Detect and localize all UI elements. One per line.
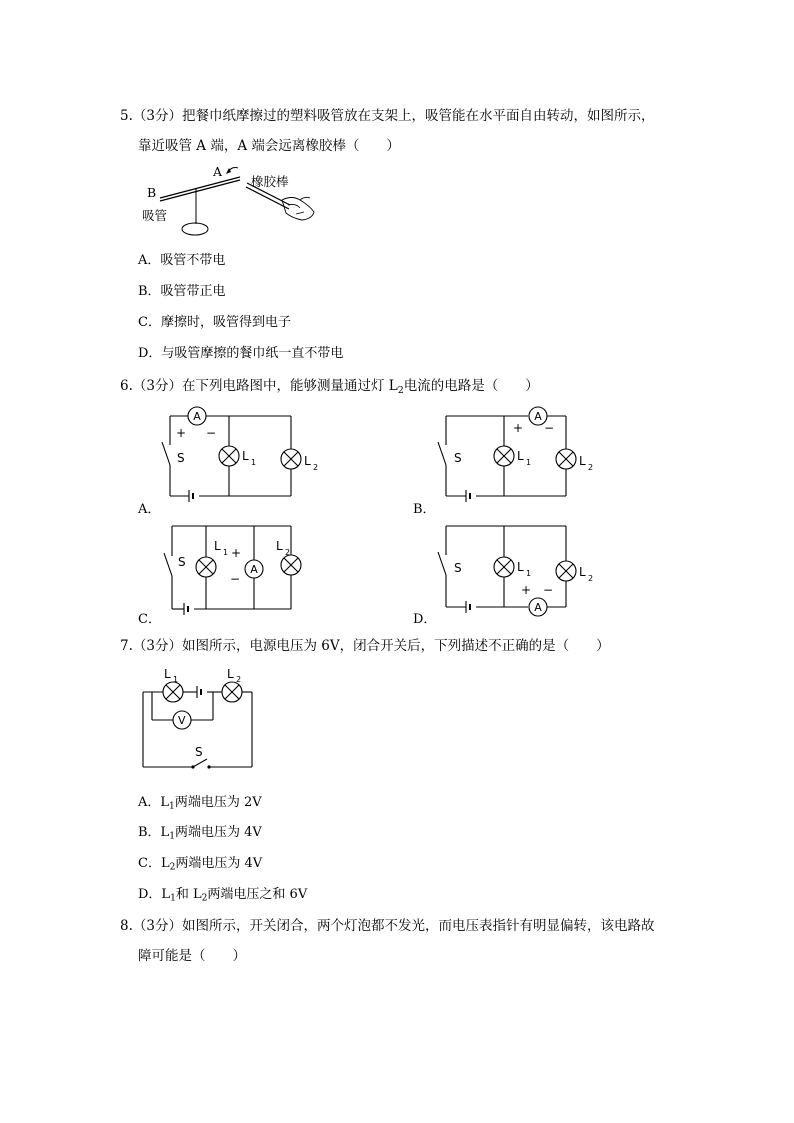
q7-option-d-sub: 1 — [170, 893, 176, 904]
q6d-plus: + — [521, 583, 532, 597]
q6a-lamp2-sub: 2 — [313, 463, 319, 472]
q6-option-c[interactable]: C． — [138, 612, 161, 627]
q7-stem: 7.（3分）如图所示，电源电压为 6V，闭合开关后，下列描述不正确的是（ ） — [120, 638, 610, 654]
q7-option-a-prefix: A．L — [138, 795, 170, 810]
q7-option-c-text: 两端电压为 4V — [175, 856, 263, 871]
q7-option-b-sub: 1 — [169, 831, 175, 842]
q5-option-d[interactable]: D．与吸管摩擦的餐巾纸一直不带电 — [138, 346, 344, 361]
q6d-lamp1-sub: 1 — [526, 569, 532, 578]
q5-label-rod: 橡胶棒 — [251, 174, 289, 189]
q6-option-d[interactable]: D． — [413, 612, 437, 627]
q7-option-a-sub: 1 — [169, 801, 175, 812]
q6b-plus: + — [513, 421, 524, 435]
q6c-lamp1-sub: 1 — [223, 548, 229, 557]
q7-option-c[interactable] — [138, 852, 262, 873]
q6b-lamp1-label: L — [517, 449, 524, 463]
q7-option-b-text: 两端电压为 4V — [174, 825, 262, 840]
q6b-ammeter-label: A — [534, 410, 542, 423]
q7-option-d-mid: 和 L — [175, 887, 202, 902]
q5-option-a[interactable]: A．吸管不带电 — [138, 253, 226, 268]
q7-option-a[interactable] — [138, 791, 262, 812]
q6a-ammeter-label: A — [193, 410, 201, 423]
q6a-plus: + — [176, 426, 187, 440]
q5-label-a: A — [213, 164, 223, 179]
q7-option-c-sub: 2 — [169, 862, 176, 873]
q5-stem-line1: 5.（3分）把餐巾纸摩擦过的塑料吸管放在支架上，吸管能在水平面自由转动，如图所示， — [120, 108, 655, 124]
q6c-switch-label: S — [178, 555, 186, 569]
q6d-switch-label: S — [454, 561, 462, 575]
q6c-ammeter-label: A — [250, 563, 258, 576]
q6-stem-pre: 6.（3分）在下列电路图中，能够测量通过灯 L — [120, 378, 398, 394]
q6-option-b[interactable]: B． — [413, 502, 436, 517]
q6a-lamp2-label: L — [304, 454, 311, 468]
q6c-lamp2-label: L — [276, 539, 283, 553]
q5-option-b[interactable]: B．吸管带正电 — [138, 284, 226, 299]
q7-option-d-sub-b: 2 — [201, 893, 208, 904]
q6c-plus: + — [231, 546, 242, 560]
q6b-switch-label: S — [454, 451, 462, 465]
q6a-minus: − — [206, 426, 217, 440]
q5-label-straw: 吸管 — [142, 208, 168, 223]
q7-lamp2-label: L — [227, 667, 234, 681]
q7-voltmeter-label: V — [178, 714, 186, 727]
q6d-lamp1-label: L — [517, 560, 524, 574]
q7-lamp1-sub: 1 — [173, 675, 179, 684]
q7-lamp2-sub: 2 — [236, 675, 242, 684]
q7-option-b-prefix: B．L — [138, 825, 170, 840]
q7-option-d-text: 两端电压之和 6V — [207, 887, 308, 902]
q8-stem-line2: 障可能是（ ） — [138, 948, 246, 964]
q5-option-c[interactable]: C．摩擦时，吸管得到电子 — [138, 315, 291, 330]
q7-switch-label: S — [195, 745, 203, 759]
q6c-lamp2-sub: 2 — [285, 548, 291, 557]
q6-option-a[interactable]: A． — [138, 502, 161, 517]
q6a-switch-label: S — [177, 451, 185, 465]
q6b-lamp2-sub: 2 — [588, 463, 594, 472]
q6d-lamp2-label: L — [579, 565, 586, 579]
q6b-minus: − — [544, 421, 555, 435]
q5-label-b: B — [147, 185, 157, 200]
q7-lamp1-label: L — [164, 667, 171, 681]
q6c-lamp1-label: L — [214, 539, 221, 553]
q6b-lamp2-label: L — [579, 454, 586, 468]
q6-stem-post: 电流的电路是（ ） — [403, 378, 539, 394]
q7-option-c-prefix: C．L — [138, 856, 170, 871]
q7-option-d[interactable] — [138, 883, 307, 904]
q7-option-b[interactable] — [138, 821, 262, 842]
q7-option-d-prefix: D．L — [138, 887, 171, 902]
q6a-lamp1-label: L — [242, 449, 249, 463]
q7-option-a-text: 两端电压为 2V — [174, 795, 262, 810]
q5-stem-line2: 靠近吸管 A 端，A 端会远离橡胶棒（ ） — [138, 138, 400, 154]
q6a-lamp1-sub: 1 — [251, 458, 257, 467]
q8-stem-line1: 8.（3分）如图所示，开关闭合，两个灯泡都不发光，而电压表指针有明显偏转，该电路故 — [120, 918, 655, 934]
q6-stem-sub: 2 — [397, 384, 404, 396]
q6b-lamp1-sub: 1 — [526, 458, 532, 467]
q6c-minus: − — [230, 572, 241, 586]
q6d-ammeter-label: A — [534, 601, 542, 614]
q6d-minus: − — [543, 583, 554, 597]
q6d-lamp2-sub: 2 — [588, 574, 594, 583]
